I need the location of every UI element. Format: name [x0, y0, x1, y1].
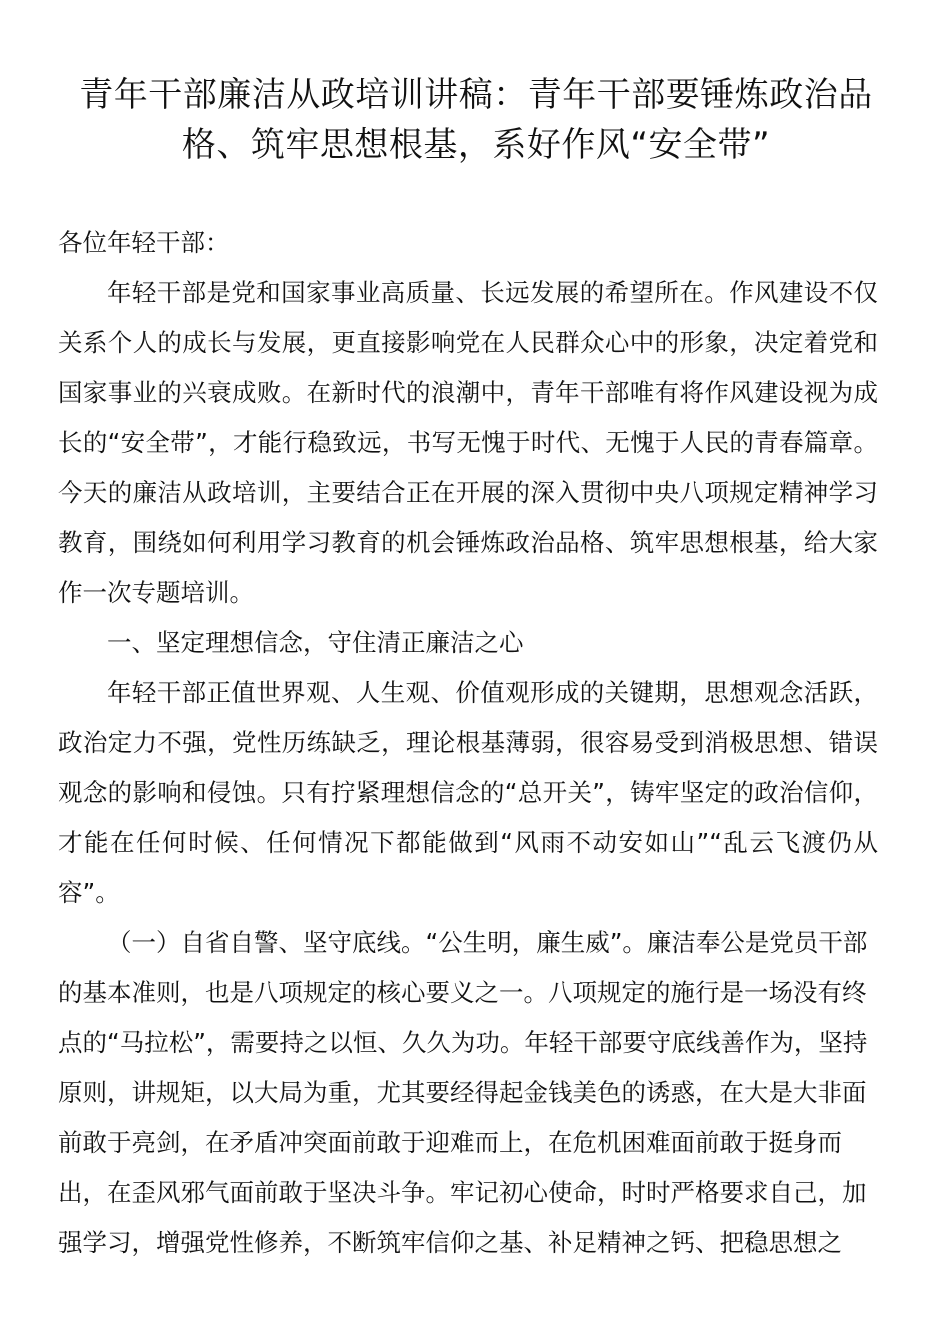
- title-line-2: 格、筑牢思想根基，系好作风“安全带”: [181, 125, 771, 165]
- paragraph-subsection-1: （一）自省自警、坚守底线。“公生明，廉生威”。廉洁奉公是党员干部的基本准则，也是八项规定的核心要义之一。八项规定的施行是一场没有终点的“马拉松”，需要持之以恒、久久为功。年轻干部要守底线善作为，坚持原则，讲规矩，以大局为重，尤其要经得起金钱美色的诱惑，在大是大非面前敢于亮剑，在矛盾冲突面前敢于迎难而上，在危机困难面前敢于挺身而出，在歪风邪气面前敢于坚决斗争。牢记初心使命，时时严格要求自己，加强学习，增强党性修养，不断筑牢信仰之基、补足精神之钙、把稳思想之: [58, 928, 868, 1257]
- paragraph-section-1: 年轻干部正值世界观、人生观、价值观形成的关键期，思想观念活跃，政治定力不强，党性历练缺乏，理论根基薄弱，很容易受到消极思想、错误观念的影响和侵蚀。只有拧紧理想信念的“总开关”，铸牢坚定的政治信仰，才能在任何时候、任何情况下都能做到“风雨不动安如山”“乱云飞渡仍从容”。: [58, 678, 878, 907]
- document-title: [58, 70, 894, 170]
- title-line-1: 青年干部廉洁从政培训讲稿：青年干部要锤炼政治品: [79, 75, 873, 115]
- salutation: 各位年轻干部：: [58, 228, 230, 257]
- paragraph-intro: 年轻干部是党和国家事业高质量、长远发展的希望所在。作风建设不仅关系个人的成长与发展，更直接影响党在人民群众心中的形象，决定着党和国家事业的兴衰成败。在新时代的浪潮中，青年干部唯有将作风建设视为成长的“安全带”，才能行稳致远，书写无愧于时代、无愧于人民的青春篇章。今天的廉洁从政培训，主要结合正在开展的深入贯彻中央八项规定精神学习教育，围绕如何利用学习教育的机会锤炼政治品格、筑牢思想根基，给大家作一次专题培训。: [58, 278, 878, 607]
- section-heading-1: 一、坚定理想信念，守住清正廉洁之心: [107, 628, 524, 657]
- document-body: [58, 218, 878, 1268]
